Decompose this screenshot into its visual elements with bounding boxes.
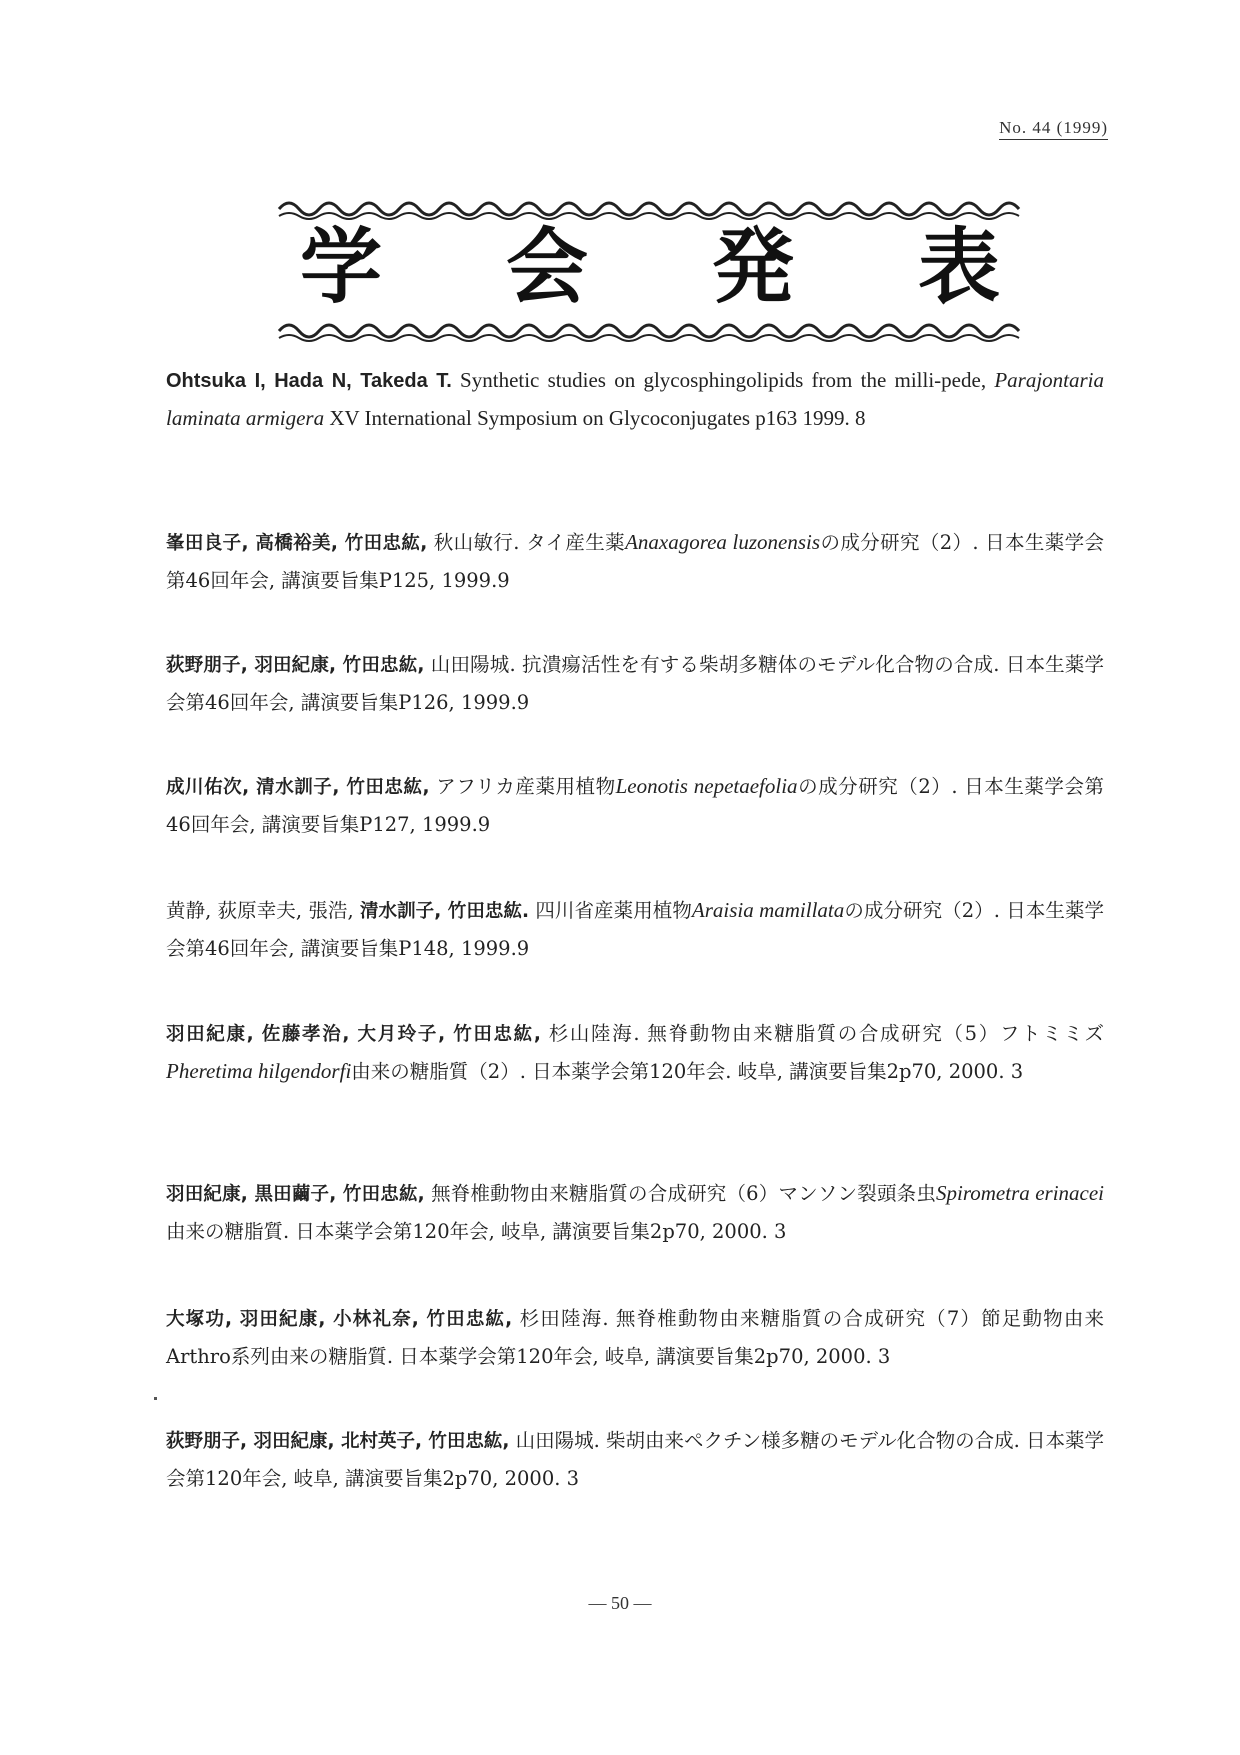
page-title — [300, 222, 1000, 314]
entry-authors: 峯田良子, 高橋裕美, 竹田忠紘, — [166, 533, 428, 554]
entry-text: 杉山陸海. 無脊動物由来糖脂質の合成研究（5）フトミミズ — [540, 1022, 1104, 1045]
entry-text: 四川省産薬用植物 — [529, 899, 692, 922]
list-item — [166, 362, 1104, 437]
page-number: — 50 — — [588, 1593, 652, 1613]
entry-species: Spirometra erinacei — [936, 1181, 1104, 1205]
ornament-bottom-icon — [275, 318, 1027, 344]
entry-species: Pheretima hilgendorfi — [166, 1059, 352, 1083]
entry-text: 杉田陸海. 無脊椎動物由来糖脂質の合成研究（7）節足動物由来Arthro系列由来の糖脂質. 日本薬学会第120年会, 岐阜, 講演要旨集2p70, 2000. 3 — [166, 1307, 1104, 1368]
list-item — [166, 892, 1104, 967]
issue-number: No. 44 (1999) — [999, 118, 1108, 140]
title-char-4: 表 — [917, 220, 1000, 315]
ornament-top-icon — [275, 196, 1027, 222]
title-char-2: 会 — [505, 220, 588, 315]
entry-species: Leonotis nepetaefolia — [615, 774, 798, 798]
entry-text: 由来の糖脂質（2）. 日本薬学会第120年会. 岐阜, 講演要旨集2p70, 2000. 3 — [351, 1060, 1024, 1083]
entry-text: の成分研究（2）. 日本生薬学会第46回年会, 講演要旨集P127, 1999.9 — [166, 775, 1104, 836]
entry-authors: 成川佑次, 清水訓子, 竹田忠紘, — [166, 777, 430, 798]
list-item — [166, 524, 1104, 599]
entry-text: XV International Symposium on Glycoconjugates p163 1999. 8 — [324, 406, 866, 430]
list-item — [166, 1175, 1104, 1250]
entry-authors: 大塚功, 羽田紀康, 小林礼奈, 竹田忠紘, — [166, 1309, 513, 1330]
entry-text: Synthetic studies on glycosphingolipids from the milli-pede, — [451, 368, 995, 392]
entry-authors-plain: 黄静, 荻原幸夫, 張浩, — [166, 899, 360, 922]
entry-text: 秋山敏行. タイ産生薬 — [427, 531, 626, 554]
title-char-1: 学 — [300, 220, 383, 315]
entry-text: の成分研究（2）. 日本生薬学会第46回年会, 講演要旨集P125, 1999.9 — [166, 531, 1104, 592]
scan-mark — [154, 1397, 157, 1400]
list-item — [166, 1422, 1104, 1497]
entry-authors: 羽田紀康, 黒田繭子, 竹田忠紘, — [166, 1184, 425, 1205]
entry-authors: 荻野朋子, 羽田紀康, 北村英子, 竹田忠紘, — [166, 1431, 510, 1452]
list-item — [166, 1300, 1104, 1375]
entry-text: 山田陽城. 抗潰瘍活性を有する柴胡多糖体のモデル化合物の合成. 日本生薬学会第46回年会, 講演要旨集P126, 1999.9 — [166, 653, 1104, 714]
entry-species: Parajontaria laminata armigera — [166, 368, 1105, 430]
entry-authors: 荻野朋子, 羽田紀康, 竹田忠紘, — [166, 655, 425, 676]
entry-species: Araisia mamillata — [691, 898, 845, 922]
entry-authors: 清水訓子, 竹田忠紘. — [359, 901, 530, 922]
list-item — [166, 768, 1104, 843]
entry-text: の成分研究（2）. 日本生薬学会第46回年会, 講演要旨集P148, 1999.9 — [166, 899, 1105, 960]
entry-text: 由来の糖脂質. 日本薬学会第120年会, 岐阜, 講演要旨集2p70, 2000. 3 — [166, 1220, 787, 1243]
entry-text: 無脊椎動物由来糖脂質の合成研究（6）マンソン裂頭条虫 — [424, 1182, 937, 1205]
entry-species: Anaxagorea luzonensis — [625, 530, 821, 554]
list-item — [166, 1015, 1104, 1090]
title-char-3: 発 — [711, 220, 794, 315]
entry-text: 山田陽城. 柴胡由来ペクチン様多糖のモデル化合物の合成. 日本薬学会第120年会, 岐阜, 講演要旨集2p70, 2000. 3 — [166, 1429, 1105, 1490]
entry-authors: 羽田紀康, 佐藤孝治, 大月玲子, 竹田忠紘, — [166, 1024, 541, 1045]
entry-authors: Ohtsuka I, Hada N, Takeda T. — [166, 370, 452, 392]
entry-text: アフリカ産薬用植物 — [429, 775, 616, 798]
list-item — [166, 646, 1104, 721]
